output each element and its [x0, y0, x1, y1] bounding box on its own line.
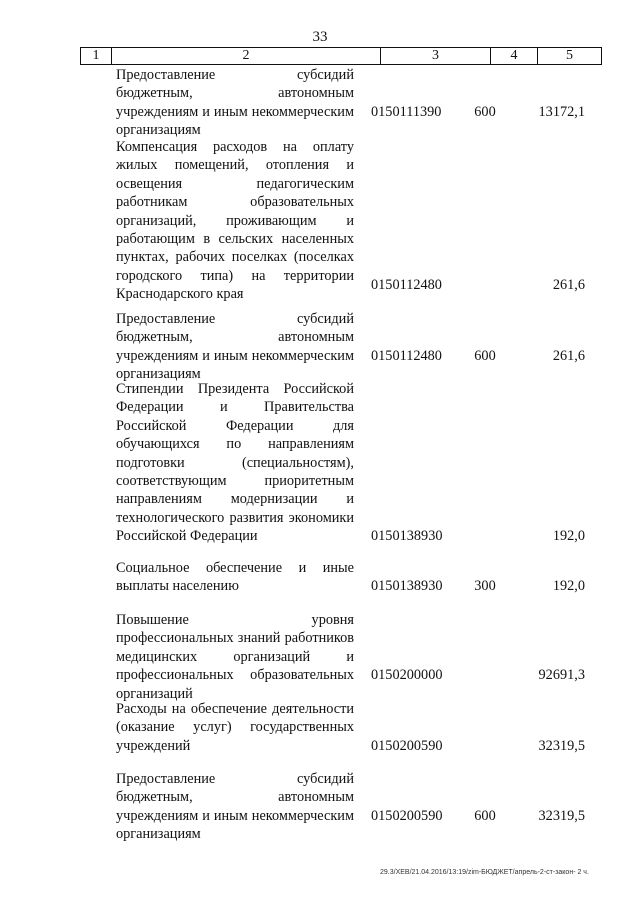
- row-code: 0150138930: [371, 528, 443, 545]
- row-code: 0150200590: [371, 737, 443, 754]
- page-number: 33: [312, 29, 328, 45]
- row-amount: 192,0: [552, 578, 585, 595]
- row-code: 0150112480: [371, 347, 442, 364]
- row-amount: 32319,5: [538, 737, 585, 754]
- row-type: 600: [474, 347, 496, 364]
- row-description: Предоставление субсидий бюджетным, автономным учреждениям и иным некоммерческим организациям: [116, 67, 354, 139]
- row-code: 0150111390: [371, 103, 442, 120]
- header-col-5: 5: [566, 48, 573, 63]
- table-header: [80, 47, 602, 65]
- row-description: Повышение уровня профессиональных знаний работников медицинских организаций и профессиональных образовательных организаций: [116, 612, 354, 702]
- header-col-1: 1: [81, 48, 112, 64]
- row-type: 600: [474, 103, 496, 120]
- row-code: 0150200000: [371, 667, 443, 684]
- row-amount: 13172,1: [538, 103, 585, 120]
- row-description: Стипендии Президента Российской Федерации и Правительства Российской Федерации для обучающихся по направлениям подготовки (специальностям), соответствующим приоритетным направлениям модернизации и технологического развития экономики Российской Федерации: [116, 381, 354, 545]
- row-amount: 192,0: [552, 528, 585, 545]
- row-amount: 261,6: [552, 347, 585, 364]
- row-code: 0150112480: [371, 277, 442, 293]
- row-description: Компенсация расходов на оплату жилых помещений, отопления и освещения педагогическим работникам образовательных организаций, проживающим и работающим в сельских населенных пунктах, рабочих поселках (поселках городского типа) на территории Краснодарского края: [116, 139, 354, 303]
- row-amount: 92691,3: [538, 667, 585, 684]
- row-description: Социальное обеспечение и иные выплаты населению: [116, 560, 354, 595]
- row-code: 0150200590: [371, 807, 443, 824]
- row-type: 300: [474, 578, 496, 595]
- row-description: Предоставление субсидий бюджетным, автономным учреждениям и иным некоммерческим организациям: [116, 771, 354, 843]
- row-description: Предоставление субсидий бюджетным, автономным учреждениям и иным некоммерческим организациям: [116, 311, 354, 383]
- row-amount: 261,6: [552, 277, 585, 293]
- header-col-2: 2: [112, 48, 381, 64]
- document-footer: 29.3/ХЕВ/21.04.2016/13:19/zim-БЮДЖЕТ/апрель-2-ст-закон- 2 ч.: [380, 869, 589, 876]
- row-code: 0150138930: [371, 578, 443, 595]
- row-amount: 32319,5: [538, 807, 585, 824]
- row-description: Расходы на обеспечение деятельности (оказание услуг) государственных учреждений: [116, 701, 354, 754]
- header-col-4: 4: [491, 48, 538, 64]
- header-col-3: 3: [381, 48, 491, 64]
- row-type: 600: [474, 807, 496, 824]
